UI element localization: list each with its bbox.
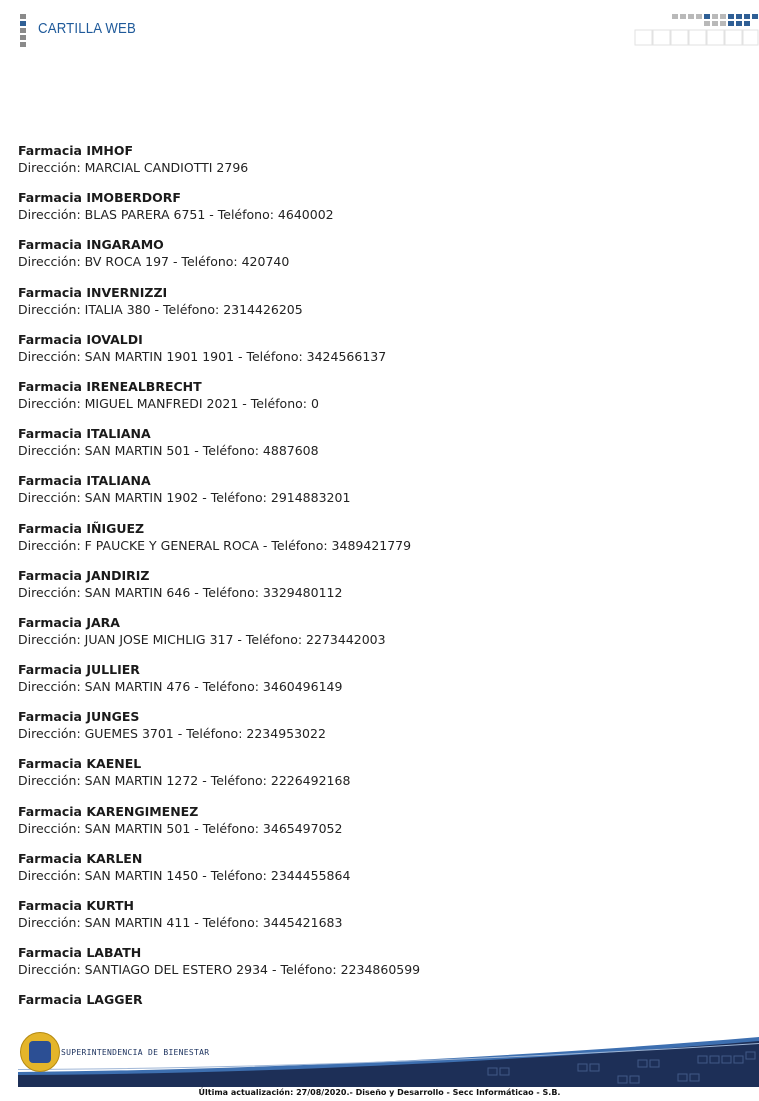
pharmacy-address: Dirección: SAN MARTIN 501 - Teléfono: 3465497052 (18, 820, 343, 836)
pharmacy-name: Farmacia INVERNIZZI (18, 284, 168, 300)
pharmacy-entry (18, 237, 738, 284)
pharmacy-name: Farmacia KARLEN (18, 850, 143, 866)
pharmacy-address: Dirección: ITALIA 380 - Teléfono: 2314426205 (18, 301, 303, 317)
pharmacy-entry (18, 756, 738, 803)
pharmacy-entry (18, 945, 738, 992)
pharmacy-name: Farmacia IÑIGUEZ (18, 520, 145, 536)
pharmacy-address: Dirección: BV ROCA 197 - Teléfono: 420740 (18, 254, 290, 270)
pharmacy-entry (18, 898, 738, 945)
pharmacy-address: Dirección: F PAUCKE Y GENERAL ROCA - Teléfono: 3489421779 (18, 537, 412, 553)
pharmacy-entry (18, 615, 738, 662)
page-header (0, 0, 759, 60)
header-bars-icon (20, 14, 26, 49)
pharmacy-address: Dirección: MARCIAL CANDIOTTI 2796 (18, 160, 249, 175)
footer-banner-decoration (18, 1028, 759, 1087)
pharmacy-address: Dirección: SAN MARTIN 1901 1901 - Teléfono: 3424566137 (18, 348, 387, 364)
organization-name: SUPERINTENDENCIA DE BIENESTAR (61, 1048, 210, 1057)
pharmacy-entry (18, 568, 738, 615)
pharmacy-address: Dirección: SAN MARTIN 411 - Teléfono: 3445421683 (18, 915, 343, 930)
page-footer (0, 1028, 759, 1101)
pharmacy-name: Farmacia IOVALDI (18, 331, 143, 347)
pharmacy-address: Dirección: JUAN JOSE MICHLIG 317 - Teléfono: 2273442003 (18, 631, 386, 647)
pharmacy-address: Dirección: GUEMES 3701 - Teléfono: 2234953022 (18, 726, 326, 742)
pharmacy-address: Dirección: SAN MARTIN 1272 - Teléfono: 2226492168 (18, 773, 351, 789)
pharmacy-entry (18, 190, 738, 237)
pharmacy-name: Farmacia KARENGIMENEZ (18, 803, 199, 819)
pharmacy-address: Dirección: SAN MARTIN 501 - Teléfono: 4887608 (18, 443, 319, 459)
pharmacy-name: Farmacia JUNGES (18, 709, 140, 725)
pharmacy-address: Dirección: SANTIAGO DEL ESTERO 2934 - Teléfono: 2234860599 (18, 962, 421, 978)
pharmacy-name: Farmacia ITALIANA (18, 473, 151, 489)
pharmacy-name: Farmacia IRENEALBRECHT (18, 378, 202, 394)
pharmacy-name: Farmacia LABATH (18, 945, 142, 961)
pharmacy-address: Dirección: SAN MARTIN 1902 - Teléfono: 2914883201 (18, 490, 351, 506)
pharmacy-entry (18, 332, 738, 379)
pharmacy-address: Dirección: SAN MARTIN 646 - Teléfono: 3329480112 (18, 584, 343, 600)
pharmacy-name: Farmacia KAENEL (18, 756, 142, 772)
pharmacy-address: Dirección: MIGUEL MANFREDI 2021 - Teléfono: 0 (18, 395, 319, 411)
pharmacy-name: Farmacia JARA (18, 614, 120, 630)
pharmacy-entry (18, 662, 738, 709)
pharmacy-entry (18, 285, 738, 332)
pharmacy-entry (18, 521, 738, 568)
pharmacy-name: Farmacia KURTH (18, 898, 135, 913)
pharmacy-entry (18, 851, 738, 898)
header-grid-decoration-icon (634, 12, 759, 48)
pharmacy-address: Dirección: SAN MARTIN 1450 - Teléfono: 2344455864 (18, 867, 351, 883)
pharmacy-name: Farmacia LAGGER (18, 992, 143, 1008)
pharmacy-address: Dirección: SAN MARTIN 476 - Teléfono: 3460496149 (18, 679, 343, 695)
pharmacy-list (18, 143, 738, 1040)
pharmacy-entry (18, 379, 738, 426)
pharmacy-name: Farmacia JULLIER (18, 662, 140, 678)
pharmacy-name: Farmacia JANDIRIZ (18, 567, 150, 583)
pharmacy-entry (18, 804, 738, 851)
pharmacy-name: Farmacia IMOBERDORF (18, 190, 181, 206)
pharmacy-entry (18, 426, 738, 473)
pharmacy-entry (18, 143, 738, 190)
page-title: CARTILLA WEB (38, 20, 136, 37)
institution-seal-icon (20, 1032, 60, 1072)
pharmacy-name: Farmacia INGARAMO (18, 237, 164, 253)
footer-credits: Última actualización: 27/08/2020.- Diseño y Desarrollo - Secc Informáticao - S.B. (198, 1088, 561, 1097)
pharmacy-entry (18, 473, 738, 520)
pharmacy-entry (18, 709, 738, 756)
pharmacy-name: Farmacia IMHOF (18, 143, 134, 158)
pharmacy-name: Farmacia ITALIANA (18, 426, 151, 442)
pharmacy-address: Dirección: BLAS PARERA 6751 - Teléfono: 4640002 (18, 207, 334, 223)
